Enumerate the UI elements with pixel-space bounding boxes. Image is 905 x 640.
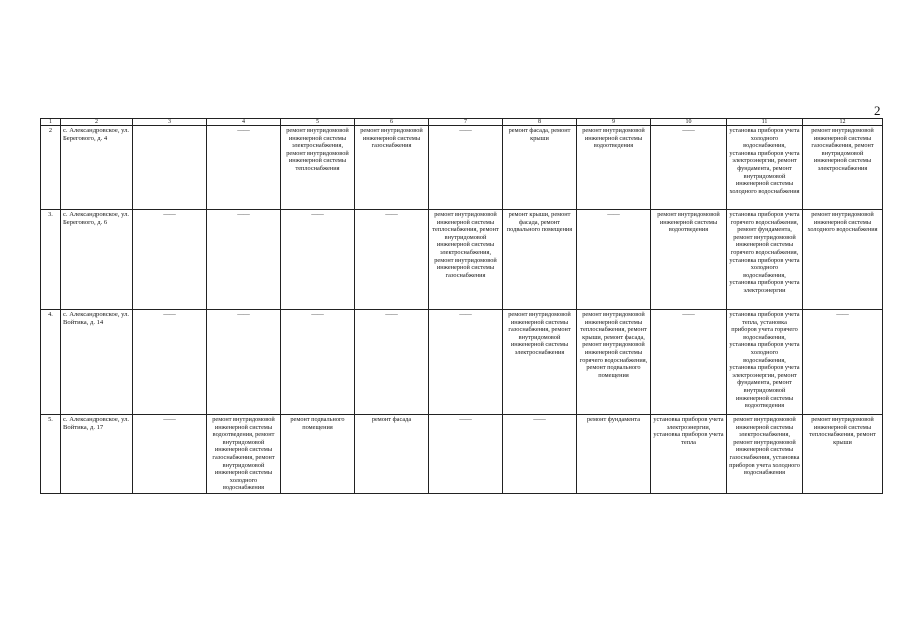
table-cell: установка приборов учета холодного водоснабжения, установка приборов учета электроэнергии, ремонт фундамента, ремонт внутридомовой инженерной системы холодного водоснабжения [727, 126, 803, 210]
repair-schedule-table [40, 118, 883, 494]
table-cell: ремонт внутридомовой инженерной системы холодного водоснабжения [803, 210, 883, 310]
table-cell: ремонт фундамента [577, 415, 651, 494]
column-header: 3 [133, 119, 207, 126]
table-cell: ремонт внутридомовой инженерной системы газоснабжения [355, 126, 429, 210]
column-header: 1 [41, 119, 61, 126]
table-cell: ремонт крыши, ремонт фасада, ремонт подвального помещения [503, 210, 577, 310]
table-cell: —— [281, 210, 355, 310]
row-address: с. Александровское, ул. Войтика, д. 17 [61, 415, 133, 494]
page-number: 2 [874, 103, 881, 118]
table-row [41, 126, 883, 210]
table-cell: —— [651, 310, 727, 415]
table-cell: —— [429, 126, 503, 210]
table-cell: установка приборов учета тепла, установка приборов учета горячего водоснабжения, установка приборов учета холодного водоснабжения, установка приборов учета электроэнергии, ремонт фундамента, ремонт внутридомовой инженерной системы водоотведения [727, 310, 803, 415]
column-header: 8 [503, 119, 577, 126]
table-row [41, 210, 883, 310]
column-header: 7 [429, 119, 503, 126]
table-cell: —— [207, 310, 281, 415]
column-header: 10 [651, 119, 727, 126]
table-cell: —— [133, 415, 207, 494]
table-cell: ремонт фасада, ремонт крыши [503, 126, 577, 210]
table-cell: —— [355, 310, 429, 415]
column-header: 12 [803, 119, 883, 126]
table-cell: ремонт внутридомовой инженерной системы водоотведения [651, 210, 727, 310]
row-address: с. Александровское, ул. Войтика, д. 14 [61, 310, 133, 415]
column-header: 6 [355, 119, 429, 126]
table-cell: ремонт внутридомовой инженерной системы теплоснабжения, ремонт крыши, ремонт фасада, ремонт внутридомовой инженерной системы горячего водоснабжения, ремонт подвального помещения [577, 310, 651, 415]
table-cell: ремонт внутридомовой инженерной системы электроснабжения, ремонт внутридомовой инженерной системы теплоснабжения [281, 126, 355, 210]
column-header: 9 [577, 119, 651, 126]
table-cell: ремонт внутридомовой инженерной системы газоснабжения, ремонт внутридомовой инженерной системы электроснабжения [503, 310, 577, 415]
table-cell: —— [803, 310, 883, 415]
table-cell [133, 126, 207, 210]
table-cell: —— [355, 210, 429, 310]
table-cell: установка приборов учета электроэнергии, установка приборов учета тепла [651, 415, 727, 494]
table-cell: ремонт фасада [355, 415, 429, 494]
table-cell: ремонт подвального помещения [281, 415, 355, 494]
column-header: 5 [281, 119, 355, 126]
table-cell: ремонт внутридомовой инженерной системы водоотведения, ремонт внутридомовой инженерной системы газоснабжения, ремонт внутридомовой инженерной системы холодного водоснабжения [207, 415, 281, 494]
row-number: 4. [41, 310, 61, 415]
row-number: 5. [41, 415, 61, 494]
table-cell: ремонт внутридомовой инженерной системы теплоснабжения, ремонт внутридомовой инженерной системы электроснабжения, ремонт внутридомовой инженерной системы газоснабжения [429, 210, 503, 310]
row-address: с. Александровское, ул. Берегового, д. 4 [61, 126, 133, 210]
table-cell: —— [577, 210, 651, 310]
table-cell: —— [429, 415, 503, 494]
table-cell: —— [503, 415, 577, 494]
table-cell: —— [651, 126, 727, 210]
row-address: с. Александровское, ул. Берегового, д. 6 [61, 210, 133, 310]
table-cell: —— [207, 126, 281, 210]
table-cell: —— [281, 310, 355, 415]
row-number: 3. [41, 210, 61, 310]
table-cell: —— [429, 310, 503, 415]
table-cell: ремонт внутридомовой инженерной системы электроснабжения, ремонт внутридомовой инженерной системы газоснабжения, установка приборов учета холодного водоснабжения [727, 415, 803, 494]
table-row [41, 415, 883, 494]
table-cell: установка приборов учета горячего водоснабжения, ремонт фундамента, ремонт внутридомовой инженерной системы горячего водоснабжения, установка приборов учета холодного водоснабжения, установка приборов учета электроэнергии [727, 210, 803, 310]
table-cell: ремонт внутридомовой инженерной системы водоотведения [577, 126, 651, 210]
column-header: 4 [207, 119, 281, 126]
table-cell: ремонт внутридомовой инженерной системы теплоснабжения, ремонт крыши [803, 415, 883, 494]
column-header: 2 [61, 119, 133, 126]
table-cell: —— [133, 310, 207, 415]
row-number: 2 [41, 126, 61, 210]
table-row [41, 310, 883, 415]
table-cell: —— [133, 210, 207, 310]
table-cell: —— [207, 210, 281, 310]
table-cell: ремонт внутридомовой инженерной системы газоснабжения, ремонт внутридомовой инженерной системы электроснабжения [803, 126, 883, 210]
column-header: 11 [727, 119, 803, 126]
column-number-row [41, 119, 883, 126]
